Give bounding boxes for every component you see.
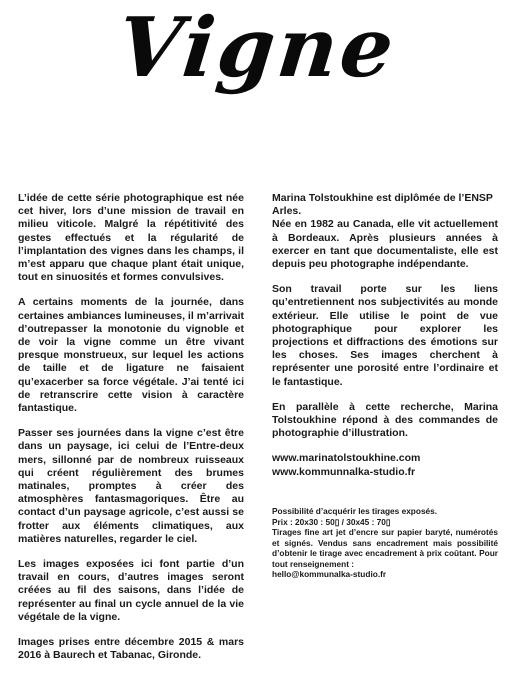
sales-info (272, 506, 498, 580)
sales-details: Tirages fine art jet d’encre sur papier baryté, numérotés et signés. Vendus sans encadrement mais possibilité d’obtenir le tirage avec encadrement à prix coûtant. Pour tout renseignement : (272, 527, 498, 569)
bio-diploma: Marina Tolstoukhine est diplômée de l’ENSP Arles. (272, 192, 493, 218)
dates-paragraph: Images prises entre décembre 2015 & mars 2016 à Baurech et Tabanac, Gironde. (18, 636, 244, 662)
page-title: Vigne (113, 0, 401, 96)
sales-prices: Prix : 20x30 : 50▯ / 30x45 : 70▯ (272, 516, 391, 527)
commissions-paragraph: En parallèle à cette recherche, Marina Tolstoukhine répond à des commandes de photographie d’illustration. (272, 400, 498, 440)
description-column (18, 192, 244, 675)
links-block (272, 452, 498, 478)
artist-bio-column (272, 192, 498, 479)
studio-link[interactable]: www.kommunnalka-studio.fr (272, 465, 416, 478)
vision-paragraph: A certains moments de la journée, dans certaines ambiances lumineuses, il m’arrivait d’outrepasser la monotonie du vignoble et de voir la vigne comme un être vivant presque monstrueux, sur lequel les actions de taille et de ligature ne faisaient qu’exacerber sa force végétale. J’ai tenté ici de retranscrire cette vision à caractère fantastique. (18, 296, 244, 415)
landscape-paragraph: Passer ses journées dans la vigne c’est être dans un paysage, ici celui de l’Entre-deux mers, sillonné par de nombreux ruisseaux qui créent régulièrement des brumes matinales, promptes à créer des atmosphères fantasmagoriques. Être au contact d’un paysage agricole, c’est aussi se frotter aux éléments climatiques, aux matières naturelles, regarder le ciel. (18, 427, 244, 545)
practice-paragraph: Son travail porte sur les liens qu’entretiennent nos subjectivités au monde extérieur. Elle utilise le point de vue photographique pour explorer les projections et diffractions des émotions sur les choses. Ses images cherchent à représenter une porosité entre l’ordinaire et le fantastique. (272, 283, 498, 388)
sales-availability: Possibilité d’acquérir les tirages exposés. (272, 506, 438, 516)
bio-paragraph: Née en 1982 au Canada, elle vit actuellement à Bordeaux. Après plusieurs années à exercer en tant que documentaliste, elle est depuis peu photographe indépendante. (272, 218, 498, 271)
contact-email[interactable]: hello@kommunalka-studio.fr (272, 569, 387, 579)
intro-paragraph: L’idée de cette série photographique est née cet hiver, lors d’une mission de travail en milieu viticole. Malgré la répétitivité des gestes effectués et la régularité de l’implantation des vignes dans les champs, il m’est apparu que chaque plant était unique, tout en sinuosités et formes convulsives. (18, 192, 244, 284)
website-link[interactable]: www.marinatolstoukhine.com (272, 452, 421, 465)
work-in-progress-paragraph: Les images exposées ici font partie d’un travail en cours, d’autres images seront créées au fil des saisons, dans l’idée de représenter au final un cycle annuel de la vie végétale de la vigne. (18, 558, 244, 623)
